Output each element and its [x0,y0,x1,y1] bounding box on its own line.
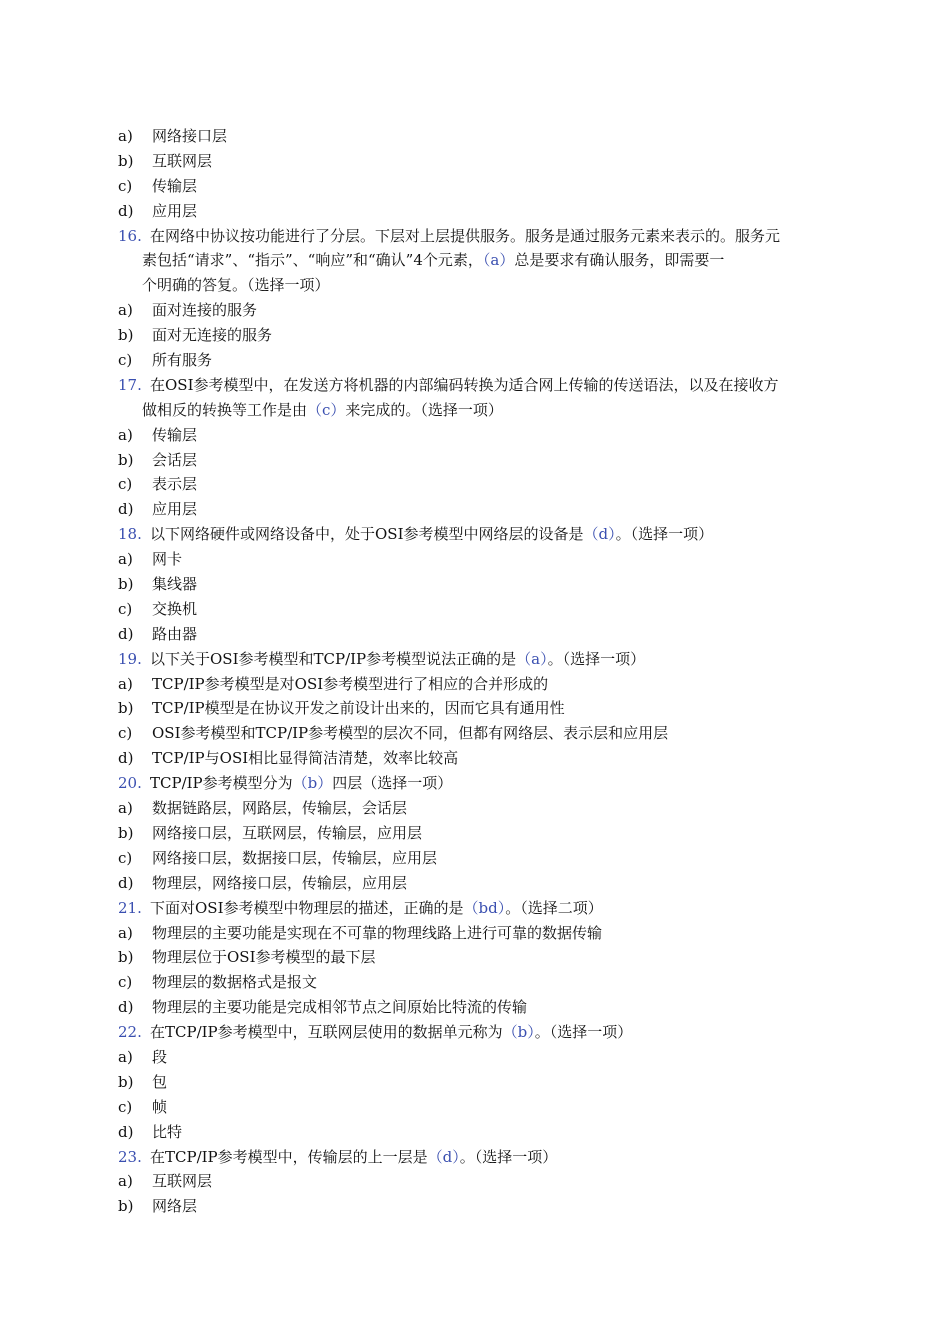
option-line [0,199,950,224]
option-line [0,423,950,448]
option-label: a) [118,550,133,569]
answer-mark: （b） [292,774,333,793]
option-text: 表示层 [152,475,198,494]
question-text: 个明确的答复。（选择一项） [142,276,330,295]
option-text: 段 [152,1047,168,1066]
answer-mark: （c） [307,400,346,419]
option-label: d) [118,749,134,768]
option-label: a) [118,425,133,444]
option-line [0,348,950,373]
option-text: 网络接口层 [152,127,228,145]
question-text: 在OSI参考模型中，在发送方将机器的内部编码转换为适合网上传输的传送语法，以及在接收方 [150,375,779,394]
option-text: 物理层位于OSI参考模型的最下层 [152,948,376,967]
option-text: 交换机 [152,599,198,618]
option-label: b) [118,1072,134,1091]
question-text-part: 。（选择一项） [615,525,714,544]
question-text [150,896,603,921]
option-text: 物理层的数据格式是报文 [152,973,318,992]
option-text: 面对连接的服务 [152,301,258,320]
question-text-part: 做相反的转换等工作是由 [142,400,308,419]
option-text: 帧 [152,1097,168,1116]
option-line [0,572,950,597]
option-text: 应用层 [152,201,198,220]
answer-mark: （d） [427,1147,460,1166]
option-label: a) [118,674,133,693]
option-label: c) [118,973,133,992]
option-label: a) [118,1172,133,1191]
option-line [0,622,950,647]
option-line [0,547,950,572]
question-text-part: 。（选择一项） [534,1023,633,1042]
question-text-part: 素包括“请求”、“指示”、“响应”和“确认”4个元素， [142,251,483,270]
option-label: d) [118,201,134,220]
option-label: d) [118,998,134,1017]
option-text: 会话层 [152,450,198,469]
option-line [0,149,950,174]
option-line [0,1194,950,1219]
question-23 [0,1145,950,1170]
option-text: 集线器 [152,575,198,594]
question-text [150,522,713,547]
question-text [150,1145,557,1170]
option-line [0,1169,950,1194]
option-line [0,1045,950,1070]
question-text-part: 。（选择一项） [547,649,646,668]
option-line [0,1070,950,1095]
question-text: 在网络中协议按功能进行了分层。下层对上层提供服务。服务是通过服务元素来表示的。服务元 [150,226,781,245]
option-label: b) [118,699,134,718]
question-number: 20. [118,774,142,793]
option-text: 应用层 [152,500,198,519]
question-number: 18. [118,525,142,544]
option-label: d) [118,1122,134,1141]
option-label: c) [118,176,133,195]
option-text: 面对无连接的服务 [152,326,273,345]
question-number: 17. [118,375,142,394]
option-text: TCP/IP与OSI相比显得简洁清楚，效率比较高 [152,749,459,768]
answer-mark: （bd） [463,898,506,917]
option-text: 传输层 [152,425,198,444]
option-label: d) [118,624,134,643]
question-text [150,771,452,796]
question-number: 16. [118,226,142,245]
option-line [0,124,950,149]
option-text: 比特 [152,1122,183,1141]
option-line [0,846,950,871]
option-line [0,174,950,199]
option-line [0,298,950,323]
option-line [0,696,950,721]
option-label: c) [118,475,133,494]
option-label: b) [118,151,134,170]
option-label: c) [118,351,133,370]
question-text-part: 来完成的。（选择一项） [345,400,503,419]
question-16 [0,224,950,249]
option-text: 网络接口层，互联网层，传输层，应用层 [152,823,423,842]
question-text-part: 以下关于OSI参考模型和TCP/IP参考模型说法正确的是 [150,649,517,668]
question-21 [0,896,950,921]
question-20 [0,771,950,796]
question-19 [0,647,950,672]
option-text: 所有服务 [152,351,213,370]
question-text [142,248,724,273]
question-17 [0,373,950,398]
answer-mark: （a） [516,649,548,668]
question-number: 22. [118,1023,142,1042]
option-label: b) [118,823,134,842]
option-text: TCP/IP模型是在协议开发之前设计出来的，因而它具有通用性 [152,699,565,718]
option-label: c) [118,724,133,743]
question-17-continued [0,398,950,423]
document-page [0,124,950,1219]
question-text [150,1020,632,1045]
option-label: b) [118,1197,134,1216]
option-line [0,323,950,348]
option-text: 物理层的主要功能是完成相邻节点之间原始比特流的传输 [152,998,528,1017]
question-text [150,647,645,672]
answer-mark: （d） [583,525,616,544]
option-label: d) [118,873,134,892]
option-label: b) [118,326,134,345]
option-line [0,796,950,821]
option-line [0,1095,950,1120]
question-text-part: 。（选择二项） [505,898,603,917]
question-text-part: 在TCP/IP参考模型中，传输层的上一层是 [150,1147,428,1166]
option-line [0,497,950,522]
option-label: a) [118,799,133,818]
option-line [0,970,950,995]
question-text-part: 下面对OSI参考模型中物理层的描述，正确的是 [150,898,464,917]
question-18 [0,522,950,547]
question-number: 23. [118,1147,142,1166]
option-text: TCP/IP参考模型是对OSI参考模型进行了相应的合并形成的 [152,674,549,693]
option-text: 互联网层 [152,1172,213,1191]
option-label: a) [118,301,133,320]
question-text-part: TCP/IP参考模型分为 [150,774,293,793]
option-text: 互联网层 [152,151,213,170]
option-line [0,472,950,497]
option-line [0,597,950,622]
option-text: 包 [152,1072,168,1091]
option-label: b) [118,450,134,469]
option-line [0,995,950,1020]
question-16-continued [0,273,950,298]
question-text-part: 总是要求有确认服务，即需要一 [514,251,725,270]
option-line [0,821,950,846]
question-text-part: 以下网络硬件或网络设备中，处于OSI参考模型中网络层的设备是 [150,525,584,544]
question-number: 19. [118,649,142,668]
option-label: a) [118,1047,133,1066]
question-text-part: 在TCP/IP参考模型中，互联网层使用的数据单元称为 [150,1023,503,1042]
option-line [0,921,950,946]
question-number: 21. [118,898,142,917]
option-line [0,672,950,697]
option-text: 网络接口层，数据接口层，传输层，应用层 [152,848,438,867]
option-label: b) [118,948,134,967]
option-text: 物理层，网络接口层，传输层，应用层 [152,873,408,892]
option-text: 物理层的主要功能是实现在不可靠的物理线路上进行可靠的数据传输 [152,923,603,942]
option-text: 传输层 [152,176,198,195]
question-text-part: 四层（选择一项） [332,774,453,793]
option-label: c) [118,848,133,867]
option-label: c) [118,1097,133,1116]
option-line [0,721,950,746]
option-label: b) [118,575,134,594]
question-text [142,398,503,423]
option-line [0,448,950,473]
option-line [0,1120,950,1145]
option-line [0,871,950,896]
answer-mark: （a） [482,251,515,270]
option-label: c) [118,599,133,618]
option-text: 数据链路层，网路层，传输层，会话层 [152,799,408,818]
option-text: OSI参考模型和TCP/IP参考模型的层次不同，但都有网络层、表示层和应用层 [152,724,669,743]
option-line [0,746,950,771]
option-text: 网络层 [152,1197,198,1216]
option-text: 网卡 [152,550,183,569]
option-label: a) [118,923,133,942]
question-22 [0,1020,950,1045]
option-line [0,945,950,970]
question-text-part: 。（选择一项） [459,1147,558,1166]
option-label: a) [118,127,133,145]
option-label: d) [118,500,134,519]
option-text: 路由器 [152,624,198,643]
question-16-continued [0,248,950,273]
answer-mark: （b） [502,1023,535,1042]
